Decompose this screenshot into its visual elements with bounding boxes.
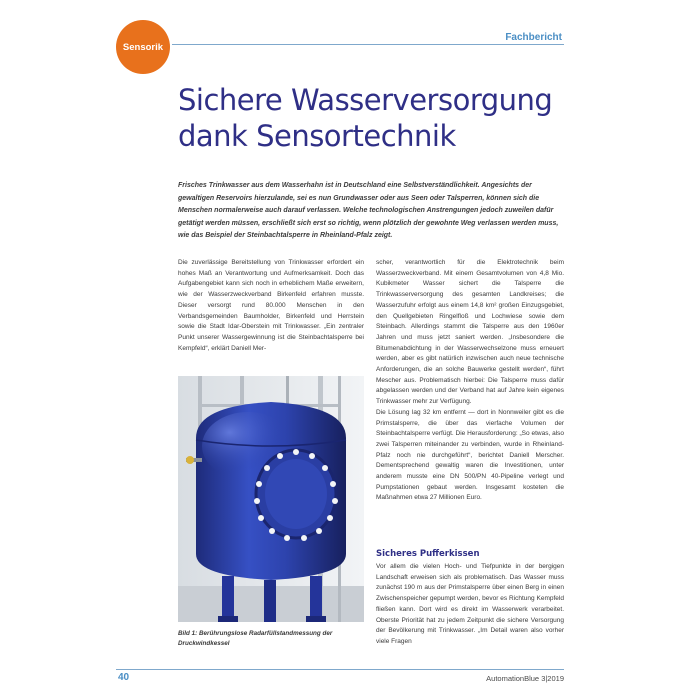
body-paragraph: Die zuverlässige Bereitstellung von Trinkwasser erfordert ein hohes Maß an Verantwortung und Aufmerksamkeit. Doch das Aufgabengebiet kann sich noch in erheblichem Maße erweitern, wie der Wasserzweckverband Birkenfeld erfahren musste. Dieser versorgt rund 80.000 Menschen in den Verbandsgemeinden Baumholder, Birkenfeld und Herrstein sowie die Stadt Idar-Oberstein mit Trinkwasser. „Ein zentraler Punkt unserer Wassergewinnung ist die Steinbachtalsperre bei Kempfeld“, erklärt Daniell Mer- xyxy=(178,259,364,352)
body-column-2 xyxy=(376,258,564,504)
page-number: 40 xyxy=(118,672,130,683)
header-divider xyxy=(172,44,564,45)
footer-divider xyxy=(116,669,564,670)
article-lead: Frisches Trinkwasser aus dem Wasserhahn ist in Deutschland eine Selbstverständlichkeit. Angesichts der gewaltigen Reservoirs hierzulande, sei es nun Grundwasser oder aus Seen oder Talsperren, können sich die Menschen normalerweise auch darauf verlassen. Welche technologischen Anstrengungen jedoch zuweilen dafür getätigt werden müssen, erschließt sich erst so richtig, wenn plötzlich der gewohnte Weg verlassen werden muss, wie das Beispiel der Steinbachtalsperre in Rheinland-Pfalz zeigt. xyxy=(178,182,559,239)
article-title-line-1: Sichere Wasserversorgung xyxy=(178,83,553,117)
magazine-issue: AutomationBlue 3|2019 xyxy=(486,674,564,683)
article-photo xyxy=(178,376,364,622)
category-badge-label: Sensorik xyxy=(122,41,164,53)
pressure-tank-image xyxy=(178,376,364,622)
body-paragraph: scher, verantwortlich für die Elektrotechnik beim Wasserzweckverband. Mit einem Gesamtvolumen von 4,8 Mio. Kubikmeter Wasser sichert die Talsperre die Trinkwasserversorgung des gesamten Landkreises; die Wasserzufuhr erfolgt aus einem 14,8 km² großen Einzugsgebiet, den Quellgebieten Ringelfloß und Lochwiese sowie dem Steinbach. Allerdings stammt die Talsperre aus den 1960er Jahren und muss jetzt saniert werden. „Insbesondere die Bitumenabdichtung in der Wasserwechselzone muss erneuert werden, aber es gibt natürlich inzwischen auch neue technische Anforderungen, die an solche Bauwerke gestellt werden“, führt Mescher aus. Problematisch hierbei: Die Talsperre muss dafür abgelassen werden und der Verband hat auf Jahre kein eigenes Trinkwasser mehr zur Verfügung. xyxy=(376,259,564,406)
category-badge xyxy=(116,20,170,74)
section-subheading: Sicheres Pufferkissen xyxy=(376,549,480,559)
body-column-3 xyxy=(376,562,564,648)
body-column-1 xyxy=(178,258,364,354)
body-paragraph: Vor allem die vielen Hoch- und Tiefpunkte in der bergigen Landschaft erweisen sich als problematisch. Das Wasser muss zunächst 190 m aus der Primstalsperre über einen Berg in einen Zwischenspeicher gepumpt werden, bevor es Richtung Kempfeld fließen kann. Dort wird es direkt im Wasserwerk verarbeitet. Oberste Priorität hat zu jedem Zeitpunkt die sichere Versorgung der Bevölkerung mit Trinkwasser. „Im Detail waren also vorher viele Fragen xyxy=(376,563,564,645)
article-title xyxy=(178,82,578,154)
photo-caption: Bild 1: Berührungslose Radarfüllstandmessung der Druckwindkessel xyxy=(178,630,333,647)
article-title-line-2: dank Sensortechnik xyxy=(178,119,456,153)
body-paragraph: Die Lösung lag 32 km entfernt — dort in Nonnweiler gibt es die Primstalsperre, die über das vierfache Volumen der Steinbachtalsperre verfügt. Die Herausforderung: „So etwas, also zwei Talsperren miteinander zu verbinden, wurde in Rheinland-Pfalz noch nie durchgeführt“, berichtet Daniell Merscher. Dementsprechend gewaltig waren die Investitionen, unter anderem musste eine DN 500/PN 40-Pipeline verlegt und Pumpstationen gebaut werden. Insgesamt kosteten die Maßnahmen etwa 27 Millionen Euro. xyxy=(376,408,564,502)
section-label: Fachbericht xyxy=(505,32,562,43)
